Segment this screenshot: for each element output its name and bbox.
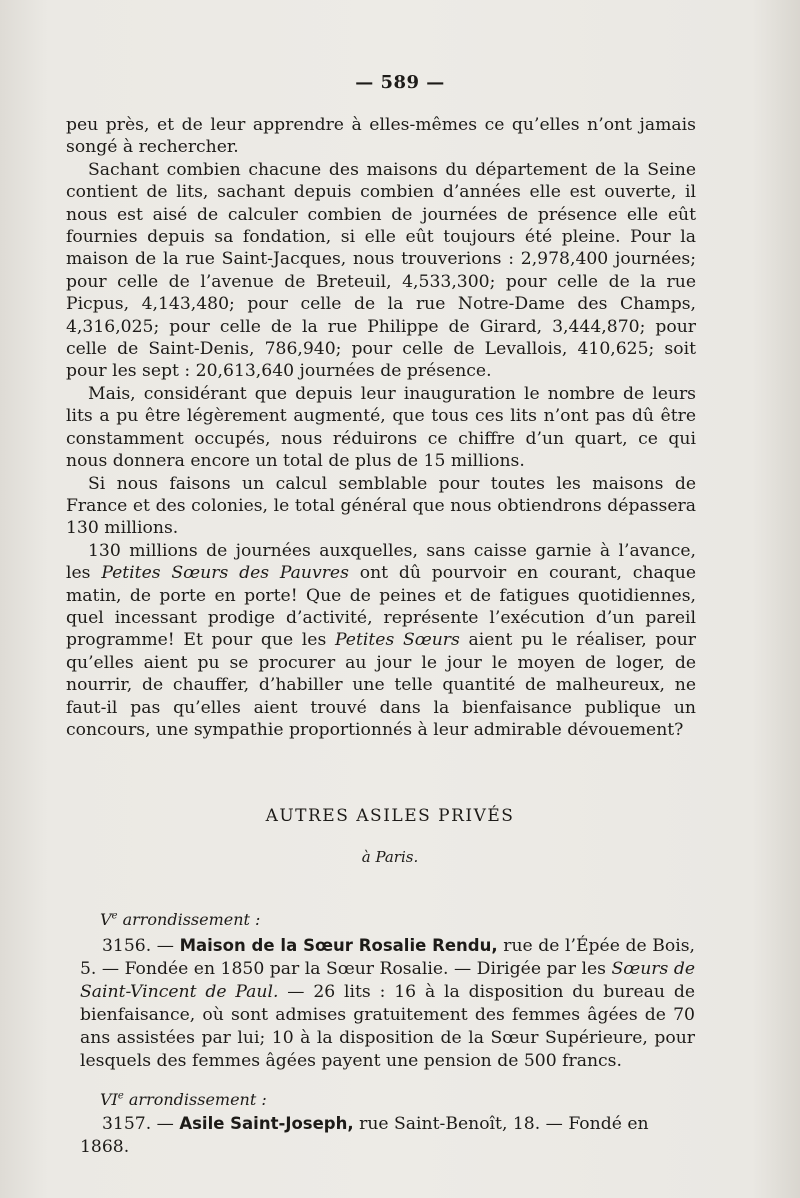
institution-name: Asile Saint-Joseph, (179, 1114, 354, 1133)
text-run: ont dû pourvoir en courant, chaque matin, de porte en porte! Que de peines et de fatigues quotidiennes, quel incessant prodige d’activité, représente l’exécution d’un pareil programme! Et pour que les (66, 563, 696, 651)
text-run: — 26 lits : 16 à la disposition du bureau de bienfaisance, où sont admises gratuitement des femmes âgées de 70 ans assistées par lui; 10 à la disposition de la Sœur Supérieure, pour lesquels des femmes âgées payent une pension de 500 francs. (80, 982, 696, 1071)
body-text (66, 114, 696, 741)
paragraph: peu près, et de leur apprendre à elles-mêmes ce qu’elles n’ont jamais songé à rechercher. (66, 115, 696, 158)
institution-name: Maison de la Sœur Rosalie Rendu, (179, 936, 498, 955)
paragraph: Sachant combien chacune des maisons du département de la Seine contient de lits, sachant depuis combien d’années elle est ouverte, il nous est aisé de calculer combien de journées de présence elle eût fournies depuis sa fondation, si elle eût toujours été pleine. Pour la maison de la rue Saint-Jacques, nous trouverions : 2,978,400 journées; pour celle de l’avenue de Breteuil, 4,533,300; pour celle de la rue Picpus, 4,143,480; pour celle de la rue Notre-Dame des Champs, 4,316,025; pour celle de la rue Philippe de Girard, 3,444,870; pour celle de Saint-Denis, 786,940; pour celle de Levallois, 410,625; soit pour les sept : 20,613,640 journées de présence. (66, 159, 696, 382)
text-run: aient pu le réaliser, pour qu’elles aient pu se procurer au jour le jour le moyen de loger, de nourrir, de chauffer, d’habiller une telle quantité de malheureux, ne faut-il pas qu’elles aient trouvé dans la bienfaisance publique un concours, une sympathie proportionnés à leur admirable dévouement? (66, 630, 696, 740)
arrondissement-label: VIe arrondissement : (100, 1090, 267, 1109)
text-run: 130 millions de journées auxquelles, sans caisse garnie à l’avance, les (66, 540, 696, 584)
institution-entry (80, 934, 695, 1073)
italic-text: Petites Sœurs des Pauvres (101, 563, 349, 584)
section-location: à Paris. (361, 848, 419, 866)
page-number: — 589 — (355, 72, 445, 93)
italic-text: Sœurs de Saint-Vincent de Paul. (80, 959, 695, 1002)
italic-text: Petites Sœurs (335, 630, 460, 651)
paragraph: Mais, considérant que depuis leur inauguration le nombre de leurs lits a pu être légèrement augmenté, que tous ces lits n’ont pas dû être constamment occupés, nous réduirons ce chiffre d’un quart, ce qui nous donnera encore un total de plus de 15 millions. (66, 383, 696, 472)
paragraph: Si nous faisons un calcul semblable pour toutes les maisons de France et des colonies, le total général que nous obtiendrons dépassera 130 millions. (66, 473, 696, 539)
text-run: rue Saint-Benoît, 18. — Fondé en 1868. (80, 1114, 649, 1157)
section-heading: AUTRES ASILES PRIVÉS (265, 806, 515, 826)
text-run: rue de l’Épée de Bois, 5. — Fondée en 1850 par la Sœur Rosalie. — Dirigée par les (80, 936, 696, 979)
entry-number: 3156. — (102, 936, 180, 956)
paragraph (66, 540, 696, 742)
entry-number: 3157. — (102, 1114, 180, 1134)
institution-entry (80, 1112, 700, 1159)
arrondissement-label: Ve arrondissement : (100, 910, 261, 929)
